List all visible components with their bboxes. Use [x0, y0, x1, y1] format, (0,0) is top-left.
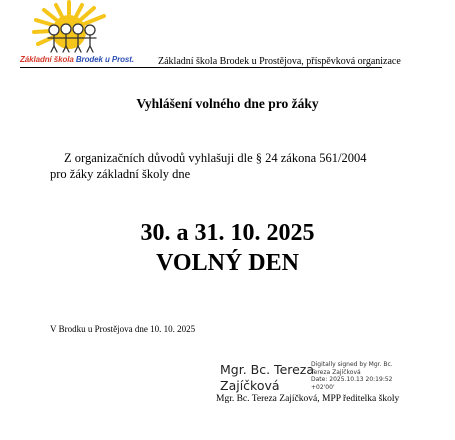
signed-by-line-2: Tereza Zajíčková — [311, 368, 361, 376]
signer-caption: Mgr. Bc. Tereza Zajíčková, MPP ředitelka školy — [216, 394, 400, 404]
logo-word-2: škola — [53, 55, 74, 64]
organization-name: Základní škola Brodek u Prostějova, příspěvková organizace — [158, 56, 401, 67]
signature-date-line-2: +02'00' — [311, 383, 335, 391]
signature-name-line-2: Zajíčková — [220, 378, 280, 393]
digital-signature-details — [311, 361, 401, 391]
signature-date-line-1: Date: 2025.10.13 20:19:52 — [311, 376, 393, 383]
place-and-date: V Brodku u Prostějova dne 10. 10. 2025 — [50, 324, 196, 334]
day-off-dates: 30. a 31. 10. 2025 — [140, 220, 315, 246]
day-off-label: VOLNÝ DEN — [156, 250, 299, 276]
signature-name-line-1: Mgr. Bc. Tereza — [220, 362, 315, 377]
paragraph-line-1: Z organizačních důvodů vyhlašuji dle § 24 zákona 561/2004 — [64, 151, 367, 165]
signed-by-line-1: Digitally signed by Mgr. Bc. — [311, 361, 393, 368]
logo-caption — [20, 55, 134, 64]
document-heading: Vyhlášení volného dne pro žáky — [136, 96, 319, 111]
paragraph-line-2: pro žáky základní školy dne — [50, 167, 191, 181]
day-off-announcement — [0, 218, 455, 278]
logo-word-3: Brodek u Prost. — [75, 55, 134, 64]
announcement-paragraph — [50, 150, 410, 182]
header-divider — [20, 67, 382, 68]
digital-signature-name — [220, 362, 320, 394]
logo-word-1: Základní — [20, 55, 52, 64]
